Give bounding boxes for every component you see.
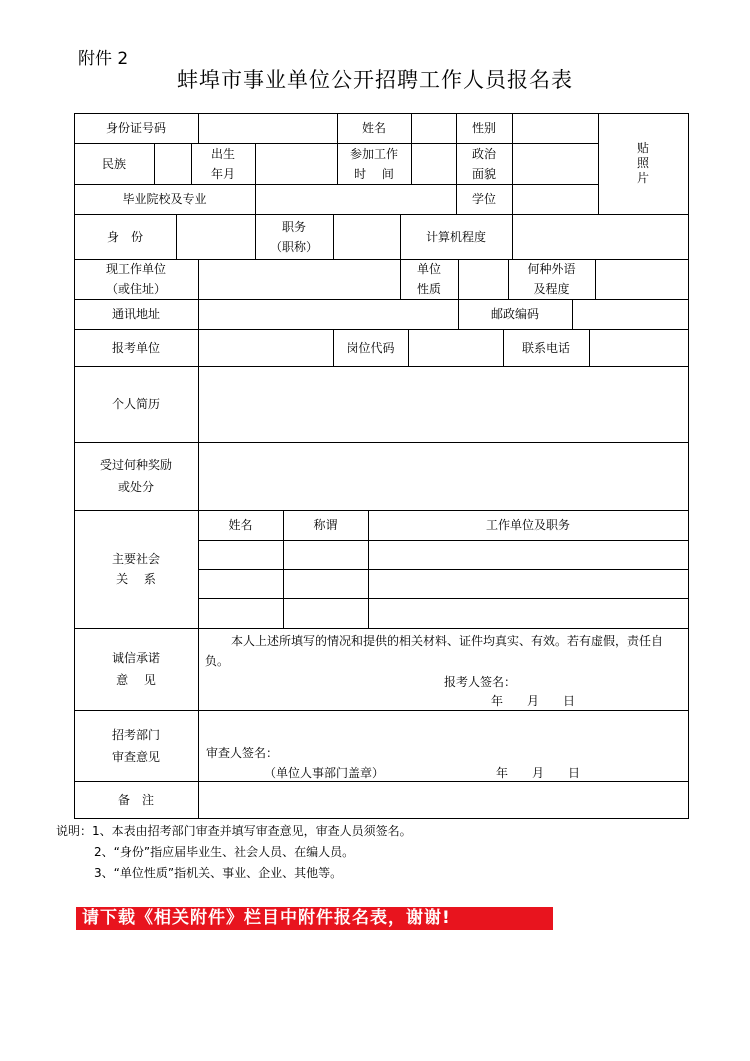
apply-unit-label: 报考单位 (111, 340, 160, 355)
attachment-label: 附件 2 (78, 49, 129, 69)
applicant-signature-label: 报考人签名： (444, 675, 517, 689)
political-label: 政治 面貌 (471, 146, 496, 181)
name-label: 姓名 (361, 121, 386, 135)
col-divider (198, 329, 199, 366)
id-number-label: 身份证号码 (105, 121, 166, 135)
col-divider (572, 299, 573, 329)
col-divider (198, 299, 199, 329)
col-divider (512, 214, 513, 259)
computer-label: 计算机程度 (425, 229, 486, 244)
degree-label: 学位 (471, 192, 496, 206)
note-2: 2、“身份”指应届毕业生、社会人员、在编人员。 (94, 845, 355, 859)
unit-nature-label: 单位 性质 (416, 262, 441, 296)
table-border-right (688, 113, 689, 819)
position-title-label: 职务 （职称） (269, 219, 318, 254)
school-major-label: 毕业院校及专业 (122, 192, 207, 206)
work-start-label: 参加工作 时 间 (349, 146, 398, 181)
pledge-text: 本人上述所填写的情况和提供的相关材料、证件均真实、有效。若有虚假，责任自负。 (205, 634, 664, 668)
resume-label: 个人简历 (111, 397, 160, 411)
download-notice-banner: 请下载《相关附件》栏目中附件报名表，谢谢! (76, 907, 553, 930)
row-divider (198, 569, 688, 570)
col-divider (198, 113, 199, 143)
postcode-label: 邮政编码 (490, 307, 539, 321)
seal-label: （单位人事部门盖章） (264, 766, 385, 780)
col-divider (595, 259, 596, 299)
row-divider (198, 540, 688, 541)
photo-label: 贴 照 片 (636, 141, 649, 185)
phone-label: 联系电话 (521, 340, 570, 355)
row-divider (198, 598, 688, 599)
col-divider (512, 113, 513, 214)
gender-label: 性别 (471, 121, 496, 135)
post-code-label: 岗位代码 (346, 340, 395, 355)
col-divider (408, 329, 409, 366)
status-label: 身 份 (106, 229, 143, 244)
col-divider (255, 143, 256, 214)
relation-unit-header: 工作单位及职务 (485, 518, 570, 532)
relations-label: 主要社会 关 系 (111, 552, 160, 586)
ethnicity-label: 民族 (101, 156, 126, 171)
relation-title-header: 称谓 (313, 518, 338, 532)
col-divider (589, 329, 590, 366)
review-date: 年 月 日 (496, 766, 581, 780)
work-unit-label: 现工作单位 （或住址） (105, 262, 166, 296)
review-label: 招考部门 审查意见 (111, 727, 160, 764)
form-title: 蚌埠市事业单位公开招聘工作人员报名表 (177, 68, 573, 92)
note-3: 3、“单位性质”指机关、事业、企业、其他等。 (94, 866, 343, 880)
col-divider (198, 366, 199, 818)
col-divider (333, 214, 334, 259)
col-divider (458, 259, 459, 299)
remarks-label: 备 注 (117, 792, 154, 807)
col-divider (154, 143, 155, 184)
col-divider (411, 113, 412, 184)
foreign-language-label: 何种外语 及程度 (527, 262, 576, 296)
col-divider (176, 214, 177, 259)
reviewer-signature-label: 审查人签名： (206, 746, 279, 760)
table-border-bottom (74, 818, 688, 819)
integrity-label: 诚信承诺 意 见 (111, 651, 160, 687)
awards-label: 受过何种奖励 或处分 (99, 458, 172, 494)
col-divider (198, 259, 199, 299)
address-label: 通讯地址 (111, 307, 160, 321)
birth-label: 出生 年月 (210, 146, 235, 181)
note-1: 说明：1、本表由招考部门审查并填写审查意见，审查人员须签名。 (56, 824, 412, 838)
applicant-date: 年 月 日 (491, 694, 576, 708)
relation-name-header: 姓名 (228, 518, 253, 532)
